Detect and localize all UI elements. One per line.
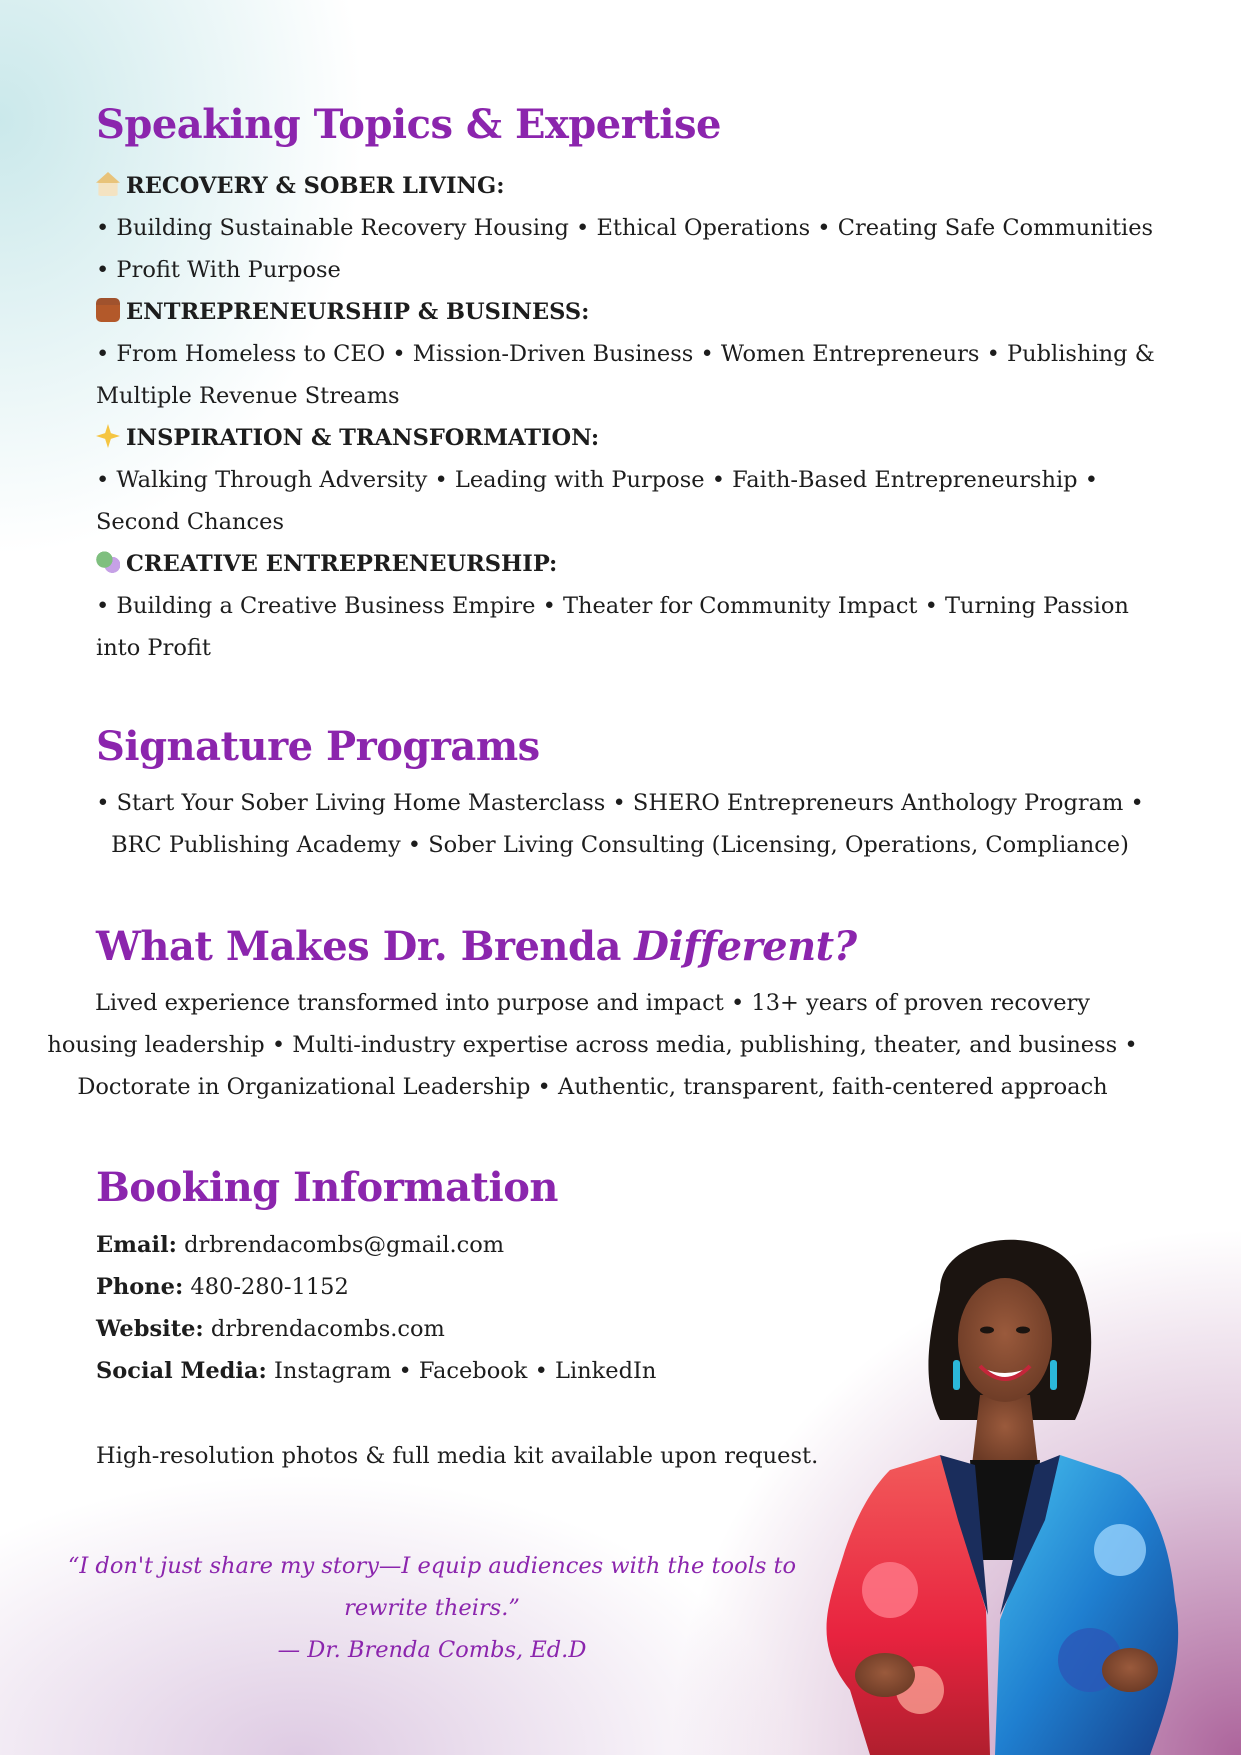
quote-attribution: — Dr. Brenda Combs, Ed.D	[277, 1637, 587, 1663]
email-value[interactable]: drbrendacombs@gmail.com	[184, 1232, 505, 1258]
topic-heading: RECOVERY & SOBER LIVING:	[126, 173, 505, 199]
booking-phone-row	[96, 1266, 656, 1308]
different-line: Lived experience transformed into purpose and impact • 13+ years of proven recovery	[94, 990, 1091, 1016]
quote-text: “I don't just share my story—I equip audiences with the tools to rewrite theirs.”	[67, 1553, 797, 1621]
topic-heading: INSPIRATION & TRANSFORMATION:	[126, 425, 600, 451]
programs-text	[60, 782, 1180, 866]
email-label: Email:	[96, 1232, 177, 1258]
theater-masks-icon	[96, 550, 120, 574]
programs-line: BRC Publishing Academy • Sober Living Consulting (Licensing, Operations, Compliance)	[111, 832, 1129, 858]
different-heading-text: What Makes Dr. Brenda	[96, 923, 635, 970]
topic-items: • From Homeless to CEO • Mission-Driven Business • Women Entrepreneurs • Publishing & Multiple Revenue Streams	[96, 341, 1155, 409]
programs-heading: Signature Programs	[96, 723, 540, 770]
booking-website-row	[96, 1308, 656, 1350]
website-label: Website:	[96, 1316, 204, 1342]
different-heading-emphasis: Different?	[634, 923, 857, 970]
briefcase-icon	[96, 298, 120, 322]
booking-heading: Booking Information	[96, 1164, 558, 1211]
different-heading	[96, 922, 857, 972]
topic-block	[96, 417, 1156, 543]
topic-heading: CREATIVE ENTREPRENEURSHIP:	[126, 551, 558, 577]
topic-block	[96, 165, 1156, 291]
different-line: Doctorate in Organizational Leadership • Authentic, transparent, faith-centered approach	[77, 1074, 1108, 1100]
phone-value[interactable]: 480-280-1152	[190, 1274, 349, 1300]
different-text	[40, 982, 1145, 1108]
speaker-portrait	[790, 1220, 1210, 1755]
booking-email-row	[96, 1224, 656, 1266]
pull-quote	[62, 1545, 802, 1671]
topic-heading: ENTREPRENEURSHIP & BUSINESS:	[126, 299, 590, 325]
booking-info	[96, 1224, 656, 1392]
sparkles-icon	[96, 424, 120, 448]
programs-line: • Start Your Sober Living Home Masterclass • SHERO Entrepreneurs Anthology Program •	[96, 790, 1144, 816]
phone-label: Phone:	[96, 1274, 184, 1300]
topic-items: • Building Sustainable Recovery Housing • Ethical Operations • Creating Safe Communities • Profit With Purpose	[96, 215, 1154, 283]
topic-category	[96, 543, 1156, 585]
booking-social-row	[96, 1350, 656, 1392]
website-value[interactable]: drbrendacombs.com	[210, 1316, 445, 1342]
topic-category	[96, 165, 1156, 207]
different-line: housing leadership • Multi-industry expertise across media, publishing, theater, and business •	[47, 1032, 1138, 1058]
topics-heading: Speaking Topics & Expertise	[96, 101, 721, 148]
social-value[interactable]: Instagram • Facebook • LinkedIn	[274, 1358, 657, 1384]
media-kit-note: High-resolution photos & full media kit available upon request.	[96, 1443, 819, 1469]
house-icon	[96, 172, 120, 196]
topic-block	[96, 543, 1156, 669]
social-label: Social Media:	[96, 1358, 267, 1384]
topic-items: • Building a Creative Business Empire • Theater for Community Impact • Turning Passion into Profit	[96, 593, 1129, 661]
topics-list	[96, 165, 1156, 669]
topic-category	[96, 417, 1156, 459]
topic-items: • Walking Through Adversity • Leading with Purpose • Faith-Based Entrepreneurship • Second Chances	[96, 467, 1098, 535]
topic-block	[96, 291, 1156, 417]
topic-category	[96, 291, 1156, 333]
